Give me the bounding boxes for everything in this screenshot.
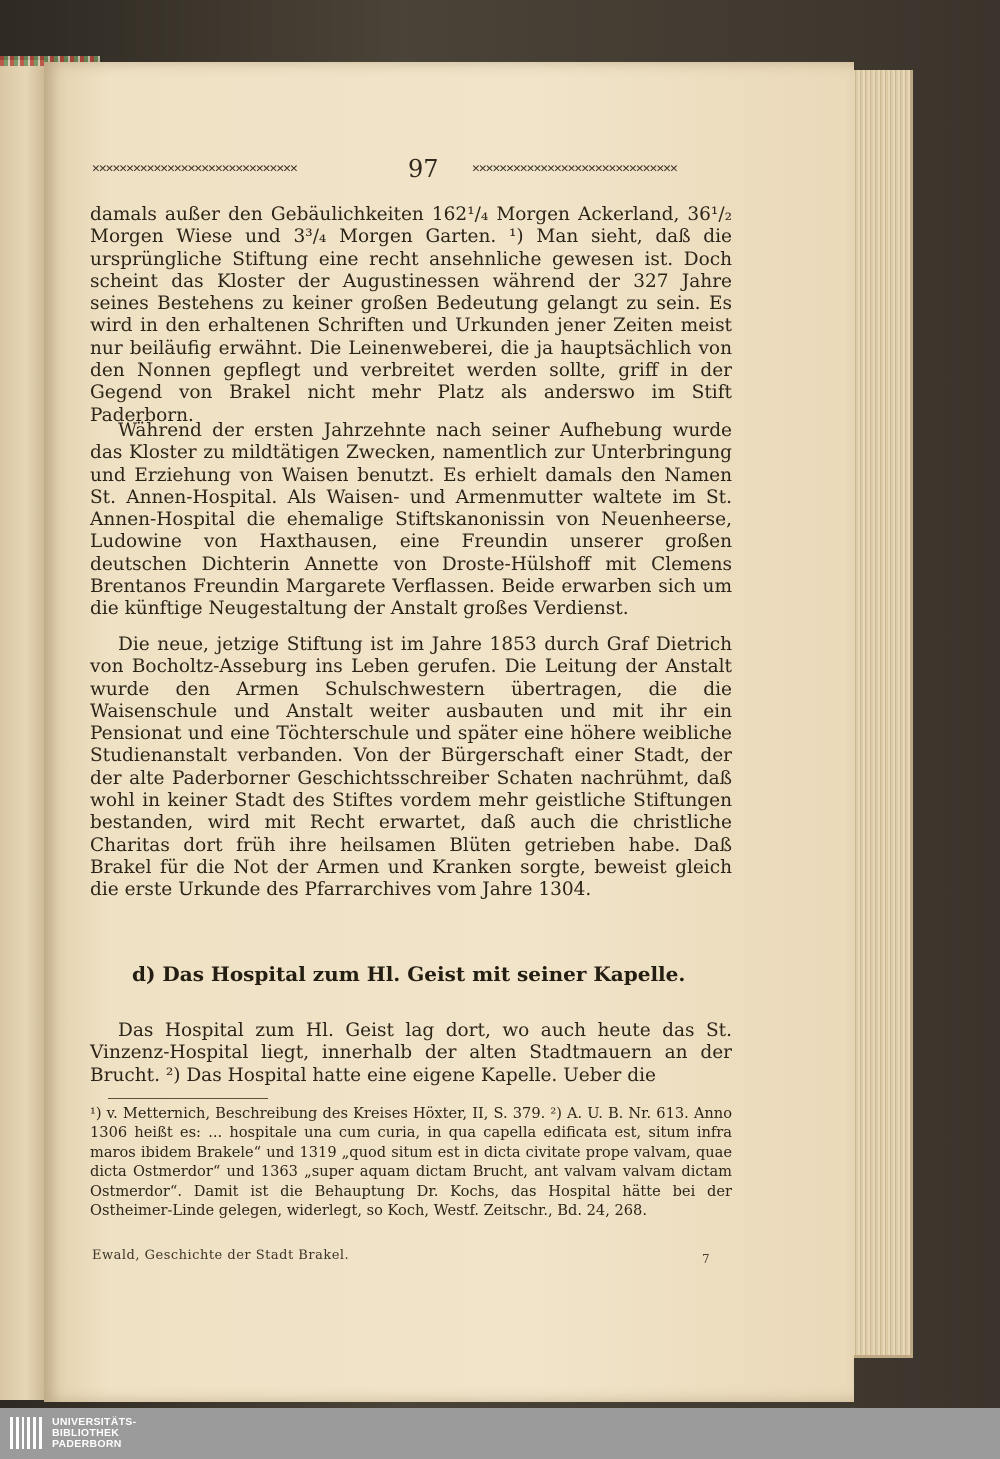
paragraph-4: Das Hospital zum Hl. Geist lag dort, wo auch heute das St. Vinzenz-Hospital liegt, innerhalb der alten Stadtmauern an der Brucht. ²) Das Hospital hatte eine eigene Kapelle. Ueber die	[90, 1020, 732, 1086]
paragraph-3: Die neue, jetzige Stiftung ist im Jahre 1853 durch Graf Dietrich von Bocholtz-Asseburg ins Leben gerufen. Die Leitung der Anstalt wurde den Armen Schulschwestern übertragen, die die Waisenschule und Anstalt weiter ausbauten und mit ihr ein Pensionat und eine Töchterschule und später eine höhere weibliche Studienanstalt verbanden. Von der Bürgerschaft einer Stadt, der der alte Paderborner Geschichtsschreiber Schaten nachrühmt, daß wohl in keiner Stadt des Stiftes vordem mehr geistliche Stiftungen bestanden, wird mit Recht erwartet, daß auch die christliche Charitas dort früh ihre heilsamen Blüten getrieben habe. Daß Brakel für die Not der Armen und Kranken sorgte, beweist gleich die erste Urkunde des Pfarrarchives vom Jahre 1304.	[90, 634, 732, 901]
library-banner	[0, 1408, 1000, 1459]
running-header	[92, 153, 740, 183]
library-name-line-3: PADERBORN	[52, 1438, 122, 1450]
library-name-line-1: UNIVERSITÄTS-	[52, 1416, 137, 1428]
library-logo-icon	[10, 1417, 42, 1449]
library-name	[52, 1417, 136, 1450]
footer-signature: Ewald, Geschichte der Stadt Brakel.	[92, 1248, 350, 1263]
header-ornament-right: ✕✕✕✕✕✕✕✕✕✕✕✕✕✕✕✕✕✕✕✕✕✕✕✕✕✕✕✕✕✕	[472, 161, 677, 175]
page-number: 97	[408, 155, 439, 183]
paragraph-1: damals außer den Gebäulichkeiten 162¹/₄ Morgen Ackerland, 36¹/₂ Morgen Wiese und 3³/₄ Morgen Garten. ¹) Man sieht, daß die ursprüngliche Stiftung eine recht ansehnliche gewesen ist. Doch scheint das Kloster der Augustinessen während der 327 Jahre seines Bestehens zu keiner großen Bedeutung gelangt zu sein. Es wird in den erhaltenen Schriften und Urkunden jener Zeiten meist nur beiläufig erwähnt. Die Leinenweberei, die ja hauptsächlich von den Nonnen gepflegt und verbreitet werden sollte, griff in der Gegend von Brakel nicht mehr Platz als anderswo im Stift Paderborn.	[90, 204, 732, 426]
facing-page-edge	[0, 60, 45, 1400]
footnotes: ¹) v. Metternich, Beschreibung des Kreises Höxter, II, S. 379. ²) A. U. B. Nr. 613. Anno 1306 heißt es: ... hospitale una cum curia, in qua capella edificata est, situm infra maros ibidem Brakele“ und 1319 „quod situm est in dicta civitate prope valvam, quae dicta Ostmerdor“ und 1363 „super aquam dictam Brucht, ant valvam valvam dictam Ostmerdor“. Damit ist die Behauptung Dr. Kochs, das Hospital hätte bei der Ostheimer-Linde gelegen, widerlegt, so Koch, Westf. Zeitschr., Bd. 24, 268.	[90, 1105, 732, 1220]
library-name-line-2: BIBLIOTHEK	[52, 1427, 120, 1439]
page-block-edges	[848, 70, 913, 1358]
paragraph-2: Während der ersten Jahrzehnte nach seiner Aufhebung wurde das Kloster zu mildtätigen Zwecken, namentlich zur Unterbringung und Erziehung von Waisen benutzt. Es erhielt damals den Namen St. Annen-Hospital. Als Waisen- und Armenmutter waltete im St. Annen-Hospital die ehemalige Stiftskanonissin von Neuenheerse, Ludowine von Haxthausen, eine Freundin unserer großen deutschen Dichterin Annette von Droste-Hülshoff mit Clemens Brentanos Freundin Margarete Verflassen. Beide erwarben sich um die künftige Neugestaltung der Anstalt großes Verdienst.	[90, 420, 732, 620]
sheet-signature-mark: 7	[702, 1252, 710, 1266]
section-heading: d) Das Hospital zum Hl. Geist mit seiner Kapelle.	[132, 962, 686, 986]
footnote-divider	[108, 1098, 268, 1099]
header-ornament-left: ✕✕✕✕✕✕✕✕✕✕✕✕✕✕✕✕✕✕✕✕✕✕✕✕✕✕✕✕✕✕	[92, 161, 297, 175]
